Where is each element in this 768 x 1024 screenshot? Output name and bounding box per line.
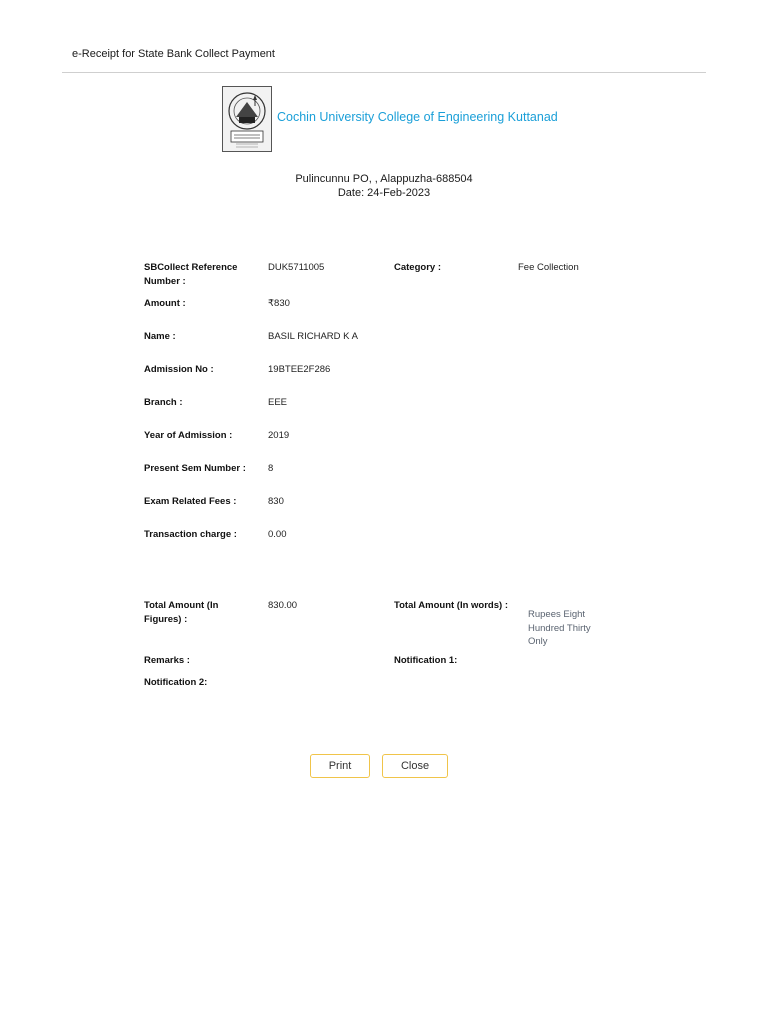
remarks-label: Remarks : bbox=[144, 655, 190, 666]
year-of-admission-value: 2019 bbox=[268, 430, 290, 441]
branch-value: EEE bbox=[268, 397, 288, 408]
reference-value: DUK5711005 bbox=[268, 262, 325, 273]
year-of-admission-label: Year of Admission : bbox=[144, 430, 233, 441]
transaction-charge-label: Transaction charge : bbox=[144, 529, 237, 540]
college-logo-icon bbox=[222, 86, 272, 152]
close-button[interactable]: Close bbox=[382, 754, 448, 778]
admission-no-value: 19BTEE2F286 bbox=[268, 364, 331, 375]
notification1-label: Notification 1: bbox=[394, 655, 458, 666]
transaction-charge-value: 0.00 bbox=[268, 529, 287, 540]
admission-no-label: Admission No : bbox=[144, 364, 214, 375]
college-address: Pulincunnu PO, , Alappuzha-688504 bbox=[295, 173, 473, 185]
total-words-value: Rupees Eight Hundred Thirty Only bbox=[528, 609, 591, 647]
print-button[interactable]: Print bbox=[310, 754, 370, 778]
exam-fees-label: Exam Related Fees : bbox=[144, 496, 237, 507]
branch-label: Branch : bbox=[144, 397, 183, 408]
notification2-label: Notification 2: bbox=[144, 677, 208, 688]
total-figures-value: 830.00 bbox=[268, 600, 298, 611]
amount-value: ₹830 bbox=[268, 298, 290, 309]
exam-fees-value: 830 bbox=[268, 496, 284, 507]
college-name: Cochin University College of Engineering Kuttanad bbox=[277, 110, 558, 124]
name-label: Name : bbox=[144, 331, 176, 342]
total-words-label: Total Amount (In words) : bbox=[394, 600, 508, 611]
receipt-date: Date: 24-Feb-2023 bbox=[337, 187, 431, 199]
reference-label: SBCollect Reference Number : bbox=[144, 262, 238, 287]
name-value: BASIL RICHARD K A bbox=[268, 331, 358, 342]
page-title: e-Receipt for State Bank Collect Payment bbox=[72, 48, 275, 60]
present-sem-label: Present Sem Number : bbox=[144, 463, 246, 474]
present-sem-value: 8 bbox=[268, 463, 274, 474]
category-value: Fee Collection bbox=[518, 262, 579, 273]
category-label: Category : bbox=[394, 262, 441, 273]
amount-label: Amount : bbox=[144, 298, 186, 309]
total-figures-label: Total Amount (In Figures) : bbox=[144, 600, 219, 625]
header-divider bbox=[62, 72, 706, 73]
